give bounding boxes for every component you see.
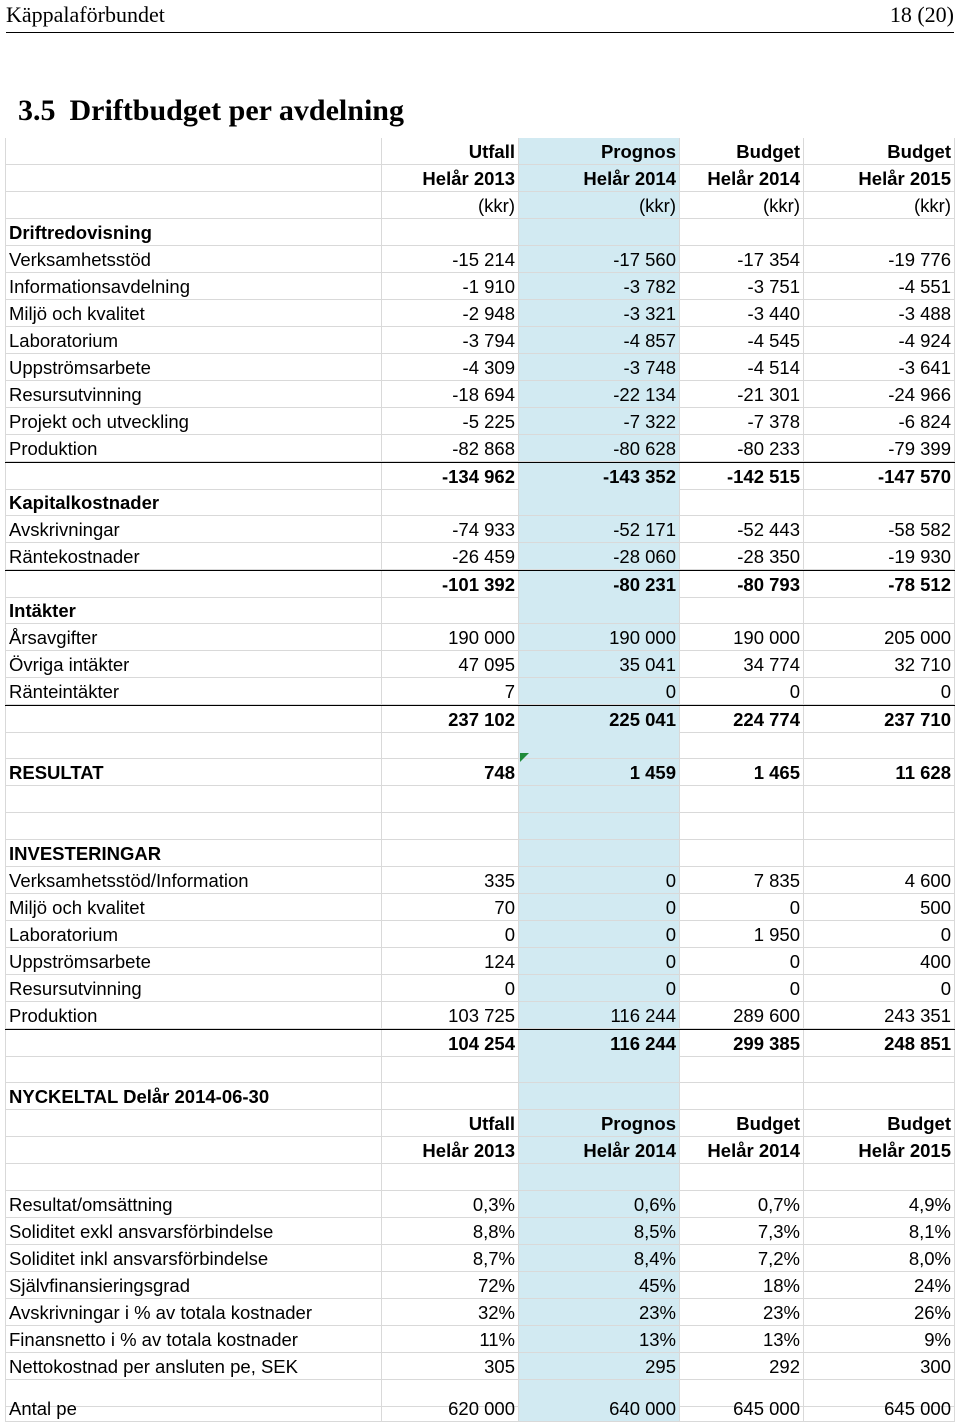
total-row-intakter: [5, 705, 955, 732]
budget-table: [5, 138, 955, 1423]
empty-cell: [680, 1056, 804, 1083]
value-cell: 0: [519, 921, 680, 948]
value-cell: -80 628: [519, 435, 680, 462]
empty-cell: [804, 1083, 955, 1110]
value-cell: -1 910: [382, 273, 519, 300]
empty-cell: [680, 786, 804, 813]
value-cell: 205 000: [804, 624, 955, 651]
value-cell: 289 600: [680, 1002, 804, 1029]
empty-cell: [519, 219, 680, 246]
spacer-row: [5, 732, 955, 759]
table-row: [5, 678, 955, 705]
total-cell: 116 244: [519, 1030, 680, 1057]
total-row-kapital: [5, 570, 955, 597]
header-col-2: Helår 2014: [519, 1137, 680, 1164]
value-cell: 35 041: [519, 651, 680, 678]
value-cell: 23%: [680, 1299, 804, 1326]
row-label: Produktion: [5, 1002, 382, 1029]
header-col-4: Budget: [804, 138, 955, 165]
header-col-1: Helår 2013: [382, 165, 519, 192]
header-col-3: Helår 2014: [680, 165, 804, 192]
row-label: Antal pe: [5, 1395, 382, 1422]
total-cell: -147 570: [804, 463, 955, 490]
header-col-1: Utfall: [382, 1110, 519, 1137]
row-label: Resursutvinning: [5, 975, 382, 1002]
value-cell: -3 748: [519, 354, 680, 381]
empty-cell: [680, 1164, 804, 1191]
value-cell: 0: [804, 975, 955, 1002]
empty-cell: [804, 840, 955, 867]
value-cell: 305: [382, 1353, 519, 1380]
value-cell: 295: [519, 1353, 680, 1380]
empty-cell: [804, 219, 955, 246]
empty-cell: [382, 597, 519, 624]
header-col-2: Prognos: [519, 138, 680, 165]
table-row: [5, 1272, 955, 1299]
spacer-row: [5, 1164, 955, 1191]
value-cell: 7,3%: [680, 1218, 804, 1245]
table-row: [5, 867, 955, 894]
empty-cell: [519, 786, 680, 813]
total-cell: -80 793: [680, 571, 804, 598]
header-unit-4: (kkr): [804, 192, 955, 219]
value-cell: -24 966: [804, 381, 955, 408]
value-cell: -82 868: [382, 435, 519, 462]
value-cell: 190 000: [519, 624, 680, 651]
header-col-2: Prognos: [519, 1110, 680, 1137]
value-cell: -3 440: [680, 300, 804, 327]
value-cell: 34 774: [680, 651, 804, 678]
value-cell: 4,9%: [804, 1191, 955, 1218]
page-header: [6, 0, 954, 33]
table-row: [5, 354, 955, 381]
value-cell: -5 225: [382, 408, 519, 435]
table-row: [5, 408, 955, 435]
org-name: Käppalaförbundet: [6, 2, 165, 27]
empty-cell: [519, 1083, 680, 1110]
value-cell: 8,4%: [519, 1245, 680, 1272]
value-cell: 0: [680, 975, 804, 1002]
value-cell: 7 835: [680, 867, 804, 894]
value-cell: -3 782: [519, 273, 680, 300]
value-cell: 7: [382, 678, 519, 705]
value-cell: 13%: [519, 1326, 680, 1353]
table-row: [5, 651, 955, 678]
empty-cell: [519, 840, 680, 867]
row-label: Miljö och kvalitet: [5, 300, 382, 327]
section-heading-nyckeltal: [5, 1083, 955, 1110]
value-cell: 32 710: [804, 651, 955, 678]
total-cell: -143 352: [519, 463, 680, 490]
total-cell: -101 392: [382, 571, 519, 598]
value-cell: 45%: [519, 1272, 680, 1299]
value-cell: -3 751: [680, 273, 804, 300]
empty-cell: [382, 813, 519, 840]
value-cell: -6 824: [804, 408, 955, 435]
total-cell: 225 041: [519, 706, 680, 733]
resultat-label: RESULTAT: [5, 759, 382, 786]
value-cell: -3 321: [519, 300, 680, 327]
value-cell: -80 233: [680, 435, 804, 462]
total-cell: 248 851: [804, 1030, 955, 1057]
header-unit-3: (kkr): [680, 192, 804, 219]
empty-cell: [680, 813, 804, 840]
empty-cell: [680, 489, 804, 516]
section-heading: Kapitalkostnader: [5, 489, 382, 516]
empty-cell: [680, 597, 804, 624]
value-cell: -19 930: [804, 543, 955, 570]
empty-cell: [382, 1083, 519, 1110]
table-row: [5, 1245, 955, 1272]
empty-cell: [804, 1056, 955, 1083]
table-row: [5, 381, 955, 408]
empty-cell: [519, 1056, 680, 1083]
section-heading: INVESTERINGAR: [5, 840, 382, 867]
value-cell: 0,6%: [519, 1191, 680, 1218]
row-label: Självfinansieringsgrad: [5, 1272, 382, 1299]
empty-cell: [382, 732, 519, 759]
empty-cell: [519, 597, 680, 624]
table-row: [5, 1326, 955, 1353]
header-col-4: Budget: [804, 1110, 955, 1137]
table-row: [5, 624, 955, 651]
value-cell: 116 244: [519, 1002, 680, 1029]
section-heading-investeringar: [5, 840, 955, 867]
value-cell: 400: [804, 948, 955, 975]
table-row: [5, 1002, 955, 1029]
value-cell: 13%: [680, 1326, 804, 1353]
empty-cell: [5, 1030, 382, 1057]
value-cell: 8,5%: [519, 1218, 680, 1245]
resultat-value: 1 465: [680, 759, 804, 786]
total-cell: 237 102: [382, 706, 519, 733]
value-cell: -26 459: [382, 543, 519, 570]
row-label: Räntekostnader: [5, 543, 382, 570]
value-cell: -4 309: [382, 354, 519, 381]
value-cell: 190 000: [382, 624, 519, 651]
table-row: [5, 1353, 955, 1380]
table-row: [5, 1218, 955, 1245]
table-row: [5, 516, 955, 543]
value-cell: 8,7%: [382, 1245, 519, 1272]
value-cell: -18 694: [382, 381, 519, 408]
value-cell: 0: [382, 921, 519, 948]
empty-cell: [5, 1056, 382, 1083]
empty-cell: [519, 1164, 680, 1191]
total-cell: -80 231: [519, 571, 680, 598]
section-title-text: Driftbudget per avdelning: [69, 94, 404, 127]
value-cell: -4 857: [519, 327, 680, 354]
value-cell: 0: [680, 948, 804, 975]
value-cell: 0: [804, 678, 955, 705]
value-cell: 9%: [804, 1326, 955, 1353]
row-label: Övriga intäkter: [5, 651, 382, 678]
empty-cell: [5, 813, 382, 840]
header-col-3: Budget: [680, 138, 804, 165]
resultat-value: 1 459: [519, 759, 680, 786]
table-row: [5, 273, 955, 300]
table-row: [5, 300, 955, 327]
header-col-3: Helår 2014: [680, 1137, 804, 1164]
empty-cell: [804, 732, 955, 759]
value-cell: 47 095: [382, 651, 519, 678]
value-cell: 1 950: [680, 921, 804, 948]
value-cell: -58 582: [804, 516, 955, 543]
table-row: [5, 435, 955, 462]
value-cell: 0: [519, 975, 680, 1002]
total-cell: 104 254: [382, 1030, 519, 1057]
row-label: Resursutvinning: [5, 381, 382, 408]
empty-cell: [382, 1056, 519, 1083]
header-label-cell: [5, 165, 382, 192]
empty-cell: [382, 840, 519, 867]
empty-cell: [804, 489, 955, 516]
empty-cell: [680, 219, 804, 246]
total-cell: 224 774: [680, 706, 804, 733]
table-row-antal-pe: [5, 1395, 955, 1422]
row-label: Avskrivningar: [5, 516, 382, 543]
section-heading-kapital: [5, 489, 955, 516]
value-cell: -79 399: [804, 435, 955, 462]
value-cell: -17 560: [519, 246, 680, 273]
table-row: [5, 1191, 955, 1218]
value-cell: 500: [804, 894, 955, 921]
header-col-1: Helår 2013: [382, 1137, 519, 1164]
row-label: Laboratorium: [5, 921, 382, 948]
value-cell: 7,2%: [680, 1245, 804, 1272]
value-cell: -3 488: [804, 300, 955, 327]
value-cell: 0,3%: [382, 1191, 519, 1218]
header-unit-2: (kkr): [519, 192, 680, 219]
header-col-1: Utfall: [382, 138, 519, 165]
section-title: [18, 94, 404, 128]
header-col-3: Budget: [680, 1110, 804, 1137]
value-cell: -19 776: [804, 246, 955, 273]
value-cell: -28 060: [519, 543, 680, 570]
total-cell: -142 515: [680, 463, 804, 490]
value-cell: 70: [382, 894, 519, 921]
value-cell: -4 514: [680, 354, 804, 381]
value-cell: -15 214: [382, 246, 519, 273]
empty-cell: [5, 786, 382, 813]
value-cell: 103 725: [382, 1002, 519, 1029]
comment-marker-icon: [520, 753, 529, 762]
value-cell: 292: [680, 1353, 804, 1380]
empty-cell: [804, 597, 955, 624]
row-label: Verksamhetsstöd: [5, 246, 382, 273]
value-cell: 23%: [519, 1299, 680, 1326]
value-cell: 0: [680, 894, 804, 921]
value-cell: -17 354: [680, 246, 804, 273]
spacer-row: [5, 813, 955, 840]
empty-cell: [804, 813, 955, 840]
value-cell: 11%: [382, 1326, 519, 1353]
value-cell: 0: [804, 921, 955, 948]
row-label: Uppströmsarbete: [5, 354, 382, 381]
value-cell: 0: [519, 867, 680, 894]
value-cell: 72%: [382, 1272, 519, 1299]
total-row-investeringar: [5, 1029, 955, 1056]
section-heading-drift: [5, 219, 955, 246]
row-label: Finansnetto i % av totala kostnader: [5, 1326, 382, 1353]
value-cell: -3 641: [804, 354, 955, 381]
value-cell: 640 000: [519, 1395, 680, 1422]
row-label: Projekt och utveckling: [5, 408, 382, 435]
empty-cell: [680, 732, 804, 759]
section-heading: NYCKELTAL Delår 2014-06-30: [5, 1083, 382, 1110]
value-cell: 620 000: [382, 1395, 519, 1422]
value-cell: 8,0%: [804, 1245, 955, 1272]
value-cell: 124: [382, 948, 519, 975]
value-cell: 24%: [804, 1272, 955, 1299]
empty-cell: [5, 1164, 382, 1191]
total-cell: -78 512: [804, 571, 955, 598]
table-row: [5, 327, 955, 354]
value-cell: 0: [382, 975, 519, 1002]
page-number: 18 (20): [889, 2, 954, 27]
value-cell: 0: [519, 948, 680, 975]
value-cell: -4 924: [804, 327, 955, 354]
resultat-row: [5, 759, 955, 786]
nyckeltal-header-row-1: [5, 1110, 955, 1137]
value-cell: -52 443: [680, 516, 804, 543]
section-heading: Intäkter: [5, 597, 382, 624]
header-label-cell: [5, 138, 382, 165]
spacer-row: [5, 1056, 955, 1083]
value-cell: 0: [519, 894, 680, 921]
row-label: Verksamhetsstöd/Information: [5, 867, 382, 894]
empty-cell: [5, 463, 382, 490]
table-row: [5, 894, 955, 921]
row-label: Produktion: [5, 435, 382, 462]
value-cell: -2 948: [382, 300, 519, 327]
row-label: Laboratorium: [5, 327, 382, 354]
value-cell: 243 351: [804, 1002, 955, 1029]
value-cell: 300: [804, 1353, 955, 1380]
row-label: Informationsavdelning: [5, 273, 382, 300]
value-cell: 4 600: [804, 867, 955, 894]
value-cell: -74 933: [382, 516, 519, 543]
value-cell: 645 000: [804, 1395, 955, 1422]
total-cell: -134 962: [382, 463, 519, 490]
value-cell: 8,1%: [804, 1218, 955, 1245]
row-label: Miljö och kvalitet: [5, 894, 382, 921]
empty-cell: [382, 1164, 519, 1191]
table-row: [5, 246, 955, 273]
value-cell: 190 000: [680, 624, 804, 651]
header-label-cell: [5, 192, 382, 219]
row-label: Uppströmsarbete: [5, 948, 382, 975]
row-label: Resultat/omsättning: [5, 1191, 382, 1218]
table-row: [5, 921, 955, 948]
value-cell: 0,7%: [680, 1191, 804, 1218]
resultat-value: 11 628: [804, 759, 955, 786]
empty-cell: [382, 219, 519, 246]
value-cell: -7 378: [680, 408, 804, 435]
section-heading-intakter: [5, 597, 955, 624]
header-col-2: Helår 2014: [519, 165, 680, 192]
empty-cell: [804, 786, 955, 813]
header-col-4: Helår 2015: [804, 165, 955, 192]
value-cell: -4 545: [680, 327, 804, 354]
row-label: Soliditet inkl ansvarsförbindelse: [5, 1245, 382, 1272]
empty-cell: [5, 706, 382, 733]
section-heading: Driftredovisning: [5, 219, 382, 246]
empty-cell: [5, 1110, 382, 1137]
value-cell: 335: [382, 867, 519, 894]
empty-cell: [5, 571, 382, 598]
table-row: [5, 975, 955, 1002]
empty-cell: [382, 786, 519, 813]
header-row-2: [5, 165, 955, 192]
row-label: Nettokostnad per ansluten pe, SEK: [5, 1353, 382, 1380]
value-cell: -7 322: [519, 408, 680, 435]
value-cell: -22 134: [519, 381, 680, 408]
value-cell: -4 551: [804, 273, 955, 300]
value-cell: -52 171: [519, 516, 680, 543]
empty-cell: [5, 1137, 382, 1164]
total-row-drift: [5, 462, 955, 489]
empty-cell: [382, 489, 519, 516]
value-cell: 645 000: [680, 1395, 804, 1422]
value-cell: 18%: [680, 1272, 804, 1299]
empty-cell: [5, 732, 382, 759]
empty-cell: [680, 1083, 804, 1110]
value-cell: 8,8%: [382, 1218, 519, 1245]
header-unit-1: (kkr): [382, 192, 519, 219]
row-label: Avskrivningar i % av totala kostnader: [5, 1299, 382, 1326]
row-label: Ränteintäkter: [5, 678, 382, 705]
value-cell: -28 350: [680, 543, 804, 570]
table-row: [5, 948, 955, 975]
empty-cell: [519, 813, 680, 840]
total-cell: 237 710: [804, 706, 955, 733]
empty-cell: [519, 732, 680, 759]
header-row-1: [5, 138, 955, 165]
resultat-value: 748: [382, 759, 519, 786]
empty-cell: [519, 489, 680, 516]
table-row: [5, 543, 955, 570]
value-cell: 0: [680, 678, 804, 705]
value-cell: 32%: [382, 1299, 519, 1326]
empty-cell: [680, 840, 804, 867]
header-row-3: [5, 192, 955, 219]
value-cell: 0: [519, 678, 680, 705]
empty-cell: [804, 1164, 955, 1191]
value-cell: 26%: [804, 1299, 955, 1326]
row-label: Soliditet exkl ansvarsförbindelse: [5, 1218, 382, 1245]
header-col-4: Helår 2015: [804, 1137, 955, 1164]
nyckeltal-header-row-2: [5, 1137, 955, 1164]
section-number: 3.5: [18, 94, 56, 127]
total-cell: 299 385: [680, 1030, 804, 1057]
spacer-row: [5, 786, 955, 813]
row-label: Årsavgifter: [5, 624, 382, 651]
value-cell: -3 794: [382, 327, 519, 354]
value-cell: -21 301: [680, 381, 804, 408]
table-row: [5, 1299, 955, 1326]
